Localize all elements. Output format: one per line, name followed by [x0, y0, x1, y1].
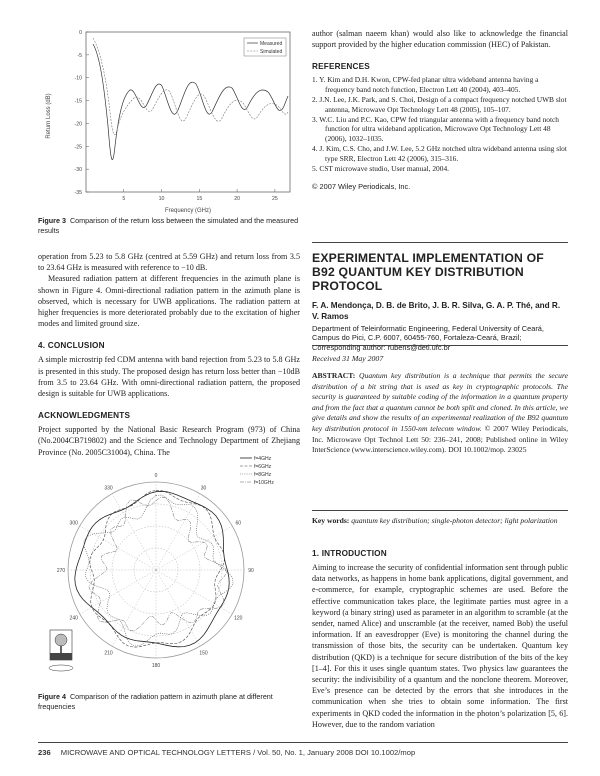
page-footer — [38, 748, 568, 757]
figure-3-plot — [38, 26, 300, 216]
figure-4-caption-text: Comparison of the radiation pattern in azimuth plane at different frequencies — [38, 692, 273, 711]
figure-3-y-ticks — [75, 30, 90, 196]
conclusion-text: A simple microstrip fed CDM antenna with band rejection from 5.23 to 5.8 GHz is presented in this study. The proposed design has return loss better than −10dB from 3.5 to 23.64 GHz. With omni-directional radiation pattern, the proposed design is suitable for UWB applications. — [38, 355, 300, 399]
reference-item: 4. J. Kim, C.S. Cho, and J.W. Lee, 5.2 GHz notched ultra wideband antenna using slot type SRR, Electron Lett 42 (2006), 315–316. — [312, 144, 567, 163]
article-divider — [312, 242, 568, 243]
figure-4-angle-label: 180 — [151, 663, 161, 669]
figure-4-angle-label: 60 — [235, 520, 242, 527]
right-column-top — [312, 28, 568, 191]
figure-3-ytick-label: -30 — [74, 167, 82, 174]
figure-3-ylabel: Return Loss (dB) — [46, 93, 52, 139]
figure-4-caption — [38, 692, 300, 712]
footer-rule — [38, 742, 568, 743]
figure-3-ytick-label: 0 — [79, 30, 82, 36]
acknowledgments-heading: ACKNOWLEDGMENTS — [38, 411, 131, 421]
keywords-text: quantum key distribution; single-photon detector; light polarization — [351, 516, 558, 525]
antenna-orientation-icon — [49, 630, 73, 671]
figure-4-grid-spoke — [156, 494, 200, 570]
reference-item: 1. Y. Kim and D.H. Kwon, CPW-fed planar ultra wideband antenna having a frequency band notch function, Electron Lett 40 (2004), 403–405. — [312, 75, 539, 94]
figure-4-angle-label: 210 — [104, 650, 113, 657]
figure-4-legend-10ghz: f=10GHz — [254, 480, 274, 486]
figure-3-ytick-label: -5 — [77, 52, 82, 59]
figure-3-ytick-label: -15 — [74, 98, 82, 105]
figure-3-caption — [38, 216, 300, 236]
article-header — [312, 252, 568, 353]
paragraph-return-loss: operation from 5.23 to 5.8 GHz (centred at 5.59 GHz) and return loss from 3.5 to 23.64 GHz is measured with reference to −10 dB. — [38, 252, 300, 273]
figure-3-xtick-label: 5 — [122, 196, 126, 202]
figure-3 — [38, 26, 300, 216]
received-divider — [312, 345, 568, 346]
figure-3-caption-text: Comparison of the return loss between the simulated and the measured results — [38, 216, 299, 235]
figure-4-angle-label: 30 — [200, 485, 207, 492]
reference-item: 5. CST microwave studio, User manual, 2004. — [312, 163, 449, 173]
figure-4-grid-spoke — [112, 570, 156, 646]
abstract-tail: © 2007 Wiley Periodicals, Inc. Microwave Opt Technol Lett 50: 236–241, 2008; Published online in Wiley InterScience (www.interscience.wiley.com). DOI 10.1002/mop. 23025 — [312, 423, 569, 455]
figure-4-angle-label: 330 — [104, 485, 113, 492]
received-date: Received 31 May 2007 — [312, 354, 384, 363]
keywords — [312, 516, 568, 526]
figure-4-caption-label: Figure 4 — [38, 692, 66, 701]
abstract-text: Quantum key distribution is a technique that permits the secure distribution of a bit string that is used as key in cryptographic protocols. The security is guaranteed by suitable coding of the information in a quantum property and from the fact that a quantum cannot be both split and cloned. In this article, we give details and show the results of an experimental realization of the B92 quantum key distribution protocol in 1550-nm telecom window. — [312, 371, 568, 433]
figure-4-angle-label: 90 — [248, 568, 254, 574]
figure-4-polar-plot — [40, 448, 302, 680]
figure-4-grid — [68, 482, 244, 658]
figure-3-legend-simulated: Simulated — [260, 49, 283, 55]
abstract-label: ABSTRACT: — [312, 371, 356, 380]
figure-4-angle-label: 240 — [69, 615, 78, 622]
figure-3-measured-curve — [93, 44, 288, 160]
paragraph-radiation-pattern: Measured radiation pattern at different frequencies in the azimuth plane is shown in Figure 4. Omni-directional radiation pattern in the azimuth plane is observed, which is necessary for UWB applications. The radiation pattern at higher frequencies is more deteriorated probably due to the excitation of higher modes and limited ground size. — [38, 274, 300, 329]
figure-4-angle-label: 270 — [56, 568, 66, 574]
introduction-heading: 1. INTRODUCTION — [312, 549, 387, 558]
figure-4 — [40, 448, 302, 680]
keywords-divider — [312, 510, 568, 511]
article-title: EXPERIMENTAL IMPLEMENTATION OF B92 QUANTUM KEY DISTRIBUTION PROTOCOL — [312, 251, 544, 293]
keywords-block — [312, 516, 568, 526]
figure-3-xtick-label: 20 — [234, 196, 241, 202]
figure-3-xtick-label: 10 — [158, 196, 165, 202]
figure-3-ytick-label: -35 — [74, 190, 82, 196]
keywords-label: Key words: — [312, 516, 350, 525]
figure-3-legend-measured: Measured — [260, 41, 283, 47]
reference-item: 2. J.N. Lee, J.K. Park, and S. Choi, Design of a compact frequency notched UWB slot antenna, Microwave Opt Technology Lett 48 (2005), 105–107. — [312, 95, 567, 114]
figure-3-xtick-label: 25 — [271, 196, 278, 202]
figure-3-xlabel: Frequency (GHz) — [164, 208, 212, 214]
figure-3-x-ticks — [122, 189, 278, 202]
abstract — [312, 371, 568, 456]
figure-4-caption-block — [38, 692, 300, 712]
figure-3-caption-label: Figure 3 — [38, 216, 66, 225]
references-heading: REFERENCES — [312, 62, 370, 72]
journal-citation: MICROWAVE AND OPTICAL TECHNOLOGY LETTERS / Vol. 50, No. 1, January 2008 DOI 10.1002/mop — [60, 748, 416, 757]
figure-3-caption-block — [38, 216, 300, 236]
figure-3-xtick-label: 15 — [196, 196, 203, 202]
conclusion-heading: 4. CONCLUSION — [38, 341, 105, 351]
page-number: 236 — [38, 748, 51, 757]
figure-4-grid-spoke — [80, 526, 156, 570]
reference-item: 3. W.C. Liu and P.C. Kao, CPW fed triangular antenna with a frequency band notch function for ultra wideband application, Microwave Opt Technology Lett 48 (2006), 1032–1035. — [312, 114, 559, 143]
figure-4-pattern-6ghz — [90, 490, 225, 647]
introduction-text: Aiming to increase the security of confidential information sent through public data networks, as happens in home bank applications, digital government, and e-commerce, for example, cryptographic schemes are used. Before the effective communication takes place, the legitimate parties must agree in a keyword (a binary string) used as parameter in an algorithm to scramble (at the sender, named Alice) and unscramble (at the receiver, named Bob) the useful information. If an eavesdropper (Eve) is monitoring the channel during the transmission of those bits, the security can be undertaken. Quantum key distribution (QKD) is a technique for secure distribution of the bits of the key [1–4]. For this it uses single quantum states. Two physics law guarantees the security: the indivisibility of a quantum and the nonclone theorem. Moreover, Eve’s presence can be detected by the errors that she introduces in the communication when she tries to obtain some information. The first experiments in QKD coded the information in the photon’s polarization [5, 6]. However, due to the random variation — [312, 563, 568, 729]
figure-4-angle-label: 150 — [199, 650, 208, 657]
acknowledgments-text: Project supported by the National Basic Research Program (973) of China (No.2004CB719802) and the Science and Technology Department of Zhejiang Province (No. 2005C31004), China. The — [38, 425, 300, 457]
figure-4-pattern-4ghz — [75, 491, 229, 647]
figure-4-legend-6ghz: f=6GHz — [254, 464, 272, 470]
figure-3-ytick-label: -10 — [74, 75, 82, 82]
figure-4-legend-4ghz: f=4GHz — [254, 456, 272, 462]
article-affiliation: Department of Teleinformatic Engineering, Federal University of Ceará, Campus do Pici, C.P. 6007, 60455-760, Fortaleza-Ceará, Brazil; Corresponding author: rubens@deti.ufc.br — [312, 323, 544, 352]
article-abstract-block — [312, 354, 568, 456]
copyright-notice: © 2007 Wiley Periodicals, Inc. — [312, 181, 411, 191]
article-authors: F. A. Mendonça, D. B. de Brito, J. B. R. Silva, G. A. P. Thé, and R. V. Ramos — [312, 301, 561, 321]
figure-4-angle-label: 120 — [234, 615, 243, 622]
figure-3-ytick-label: -25 — [74, 144, 82, 151]
figure-4-legend — [240, 456, 274, 486]
figure-3-ytick-label: -20 — [74, 121, 82, 128]
left-body-text — [38, 251, 300, 458]
introduction-block — [312, 549, 568, 730]
figure-4-angle-label: 0 — [154, 473, 158, 479]
acknowledgments-continued: author (salman naeem khan) would also like to acknowledge the financial support provided by the higher education commission (HEC) of Pakistan. — [312, 29, 568, 50]
figure-4-angle-label: 300 — [69, 520, 78, 527]
references-list — [312, 75, 568, 173]
figure-4-legend-8ghz: f=8GHz — [254, 472, 272, 478]
